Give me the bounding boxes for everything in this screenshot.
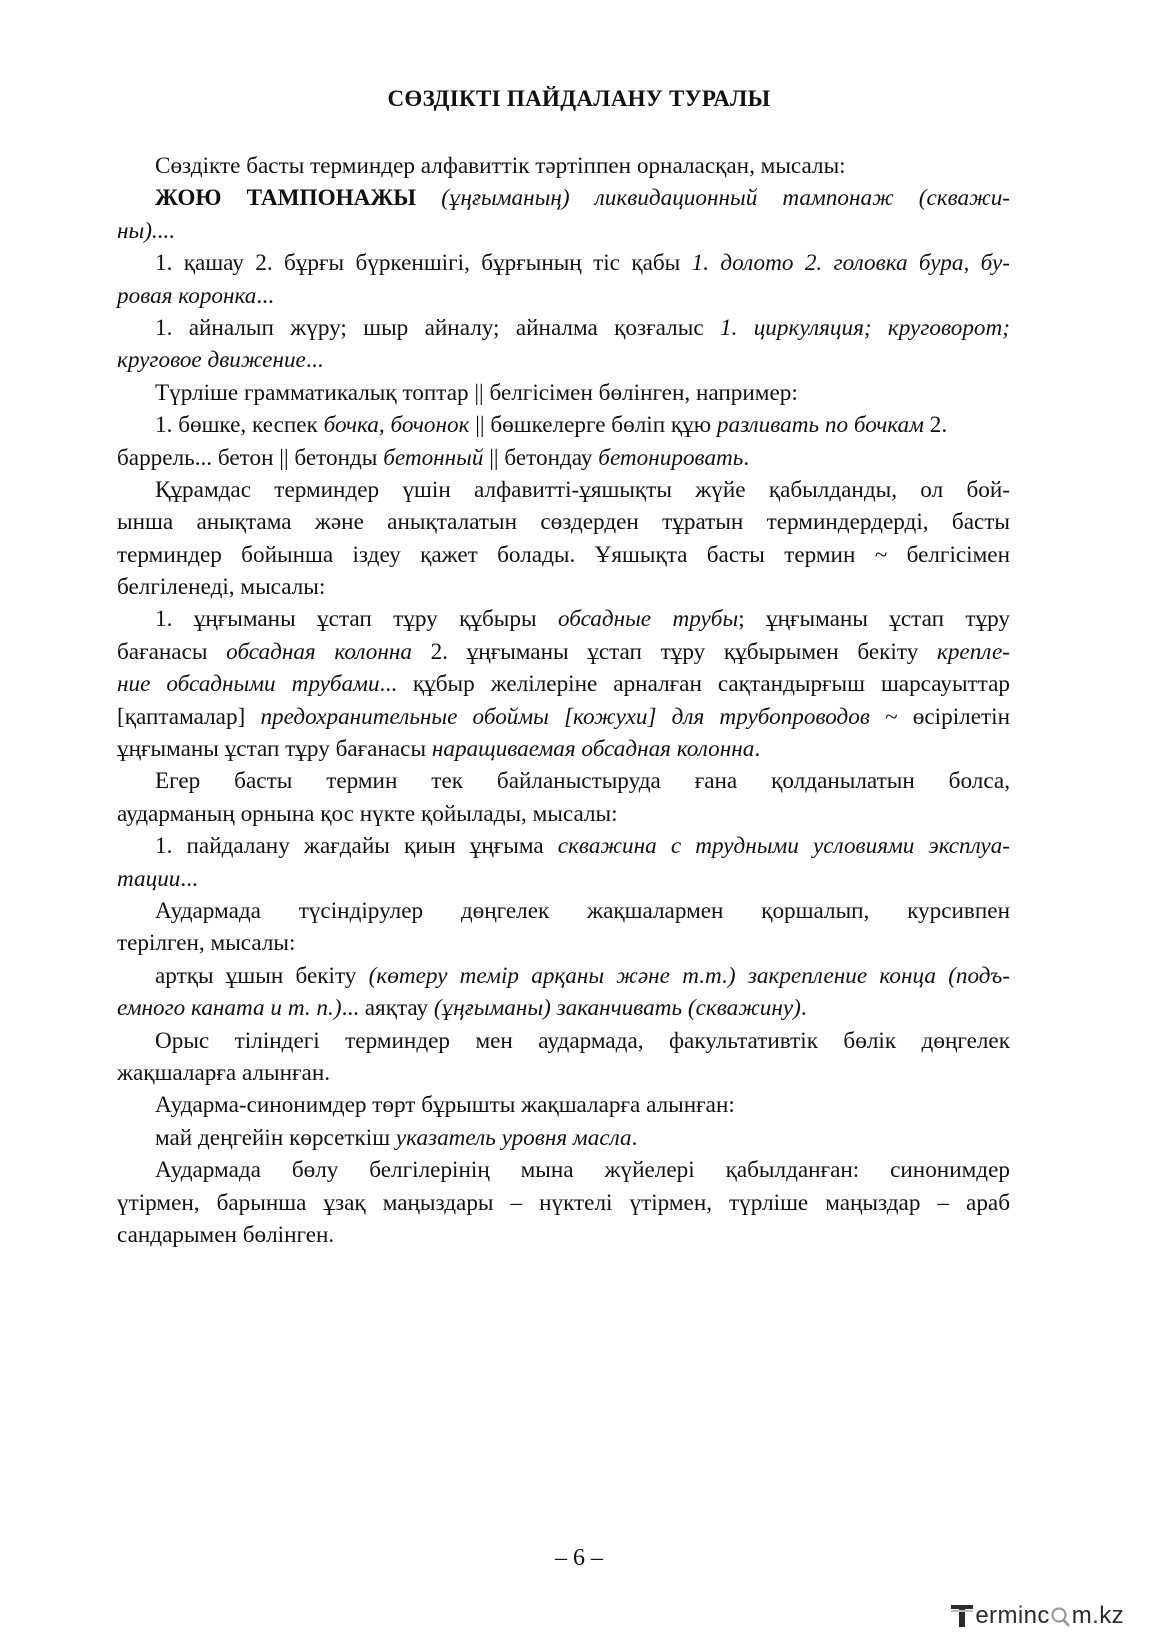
text-segment: белгіленеді, мысалы:: [117, 574, 326, 601]
italic-text: обсадные трубы: [557, 606, 739, 633]
text-segment: Құрамдас терминдер үшін алфавитті-ұяшықты жүйе қабылданды, ол бой-: [155, 476, 1010, 503]
text-line: [117, 927, 1010, 959]
text-segment: .: [800, 995, 807, 1022]
text-segment: || бөшкелерге бөліп құю: [469, 412, 717, 439]
text-line: [117, 215, 1010, 247]
text-segment: || бетондау: [483, 444, 599, 471]
italic-text: наращиваемая обсадная колонна: [431, 736, 755, 763]
text-segment: үтірмен, барынша ұзақ маңыздары – нүктелі үтірмен, түрліше маңыздар – араб: [117, 1189, 1010, 1216]
text-line: [117, 312, 1010, 344]
text-line: [117, 765, 1010, 797]
text-segment: Аудармада бөлу белгілерінің мына жүйелері қабылданған: синонимдер: [155, 1157, 1010, 1184]
text-segment: жақшаларға алынған.: [117, 1059, 331, 1086]
text-line: [117, 798, 1010, 830]
text-line: [117, 571, 1010, 603]
text-line: [117, 701, 1010, 733]
italic-text: обсадная колонна: [226, 638, 412, 665]
page-title: СӨЗДІКТІ ПАЙДАЛАНУ ТУРАЛЫ: [387, 86, 771, 111]
text-line: [117, 409, 1010, 441]
text-line: [117, 895, 1010, 927]
italic-text: крепле-: [936, 638, 1010, 665]
text-line: [117, 442, 1010, 474]
text-segment: 1. айналып жүру; шыр айналу; айналма қозғалыс: [155, 314, 720, 341]
text-segment: артқы ұшын бекіту: [155, 962, 369, 989]
italic-text: скважина с трудными условиями эксплуа-: [557, 833, 1010, 860]
text-segment: терминдер бойынша іздеу қажет болады. Ұяшықта басты термин ~ белгісімен: [117, 541, 1010, 568]
text-segment: .: [754, 736, 761, 763]
italic-text: емного каната и т. п.): [117, 995, 342, 1022]
text-segment: 1. бөшке, кеспек: [155, 412, 324, 439]
text-segment: аударманың орнына қос нүкте қойылады, мысалы:: [117, 800, 618, 827]
text-segment: Орыс тіліндегі терминдер мен аудармада, факультативтік бөлік дөңгелек: [155, 1027, 1010, 1054]
text-segment: ...: [305, 347, 324, 374]
text-segment: терілген, мысалы:: [117, 930, 296, 957]
text-line: [117, 280, 1010, 312]
italic-text: указатель уровня масла: [395, 1124, 632, 1151]
italic-text: ние обсадными трубами: [117, 671, 380, 698]
text-line: [117, 603, 1010, 635]
text-line: [117, 863, 1010, 895]
text-line: [117, 1154, 1010, 1186]
watermark-text-b: m.kz: [1071, 1602, 1124, 1629]
text-segment: 1. ұңғыманы ұстап тұру құбыры: [155, 606, 558, 633]
text-line: [117, 150, 1010, 182]
text-segment: бағанасы: [117, 638, 227, 665]
italic-text: бочка, бочонок: [323, 412, 470, 439]
italic-text: бетонировать: [598, 444, 744, 471]
text-line: [117, 1219, 1010, 1251]
text-segment: ~ өсірілетін: [869, 703, 1010, 730]
italic-text: ровая коронка: [117, 282, 257, 309]
italic-text: (көтеру темір арқаны және т.т.) закрепление конца (подъ-: [368, 962, 1010, 989]
watermark-text-a: ermin: [975, 1602, 1038, 1629]
text-line: [117, 247, 1010, 279]
text-segment: 2. ұңғыманы ұстап тұру құбырымен бекіту: [411, 638, 937, 665]
text-segment: ынша анықтама және анықталатын сөздерден тұратын терминдердерді, басты: [117, 509, 1010, 536]
text-segment: .: [743, 444, 750, 471]
text-line: [117, 1057, 1010, 1089]
italic-text: круговое движение: [117, 347, 306, 374]
text-line: [117, 377, 1010, 409]
italic-text: (ұңғыманың) ликвидационный тампонаж (скважи-: [441, 185, 1011, 212]
text-line: [117, 182, 1010, 214]
text-line: [117, 1025, 1010, 1057]
t-logo-icon: [951, 1604, 973, 1628]
text-segment: май деңгейін көрсеткіш: [155, 1124, 396, 1151]
document-body: [117, 150, 1010, 1251]
text-segment: Түрліше грамматикалық топтар || белгісімен бөлінген, например:: [155, 379, 798, 406]
italic-text: бетонный: [383, 444, 484, 471]
italic-text: ны)....: [117, 217, 176, 244]
text-segment: Аудармада түсіндірулер дөңгелек жақшалармен қоршалып, курсивпен: [155, 897, 1010, 924]
text-segment: 2.: [923, 412, 948, 439]
text-segment: сандарымен бөлінген.: [117, 1221, 335, 1248]
text-segment: баррель... бетон || бетонды: [117, 444, 384, 471]
text-segment: ...: [180, 865, 198, 892]
text-line: [117, 636, 1010, 668]
text-segment: ... құбыр желілеріне арналған сақтандырғыш шарсауыттар: [379, 671, 1010, 698]
text-line: [117, 668, 1010, 700]
text-segment: Аударма-синонимдер төрт бұрышты жақшаларға алынған:: [155, 1092, 735, 1119]
text-segment: Егер басты термин тек байланыстыруда ғана қолданылатын болса,: [155, 768, 1010, 795]
text-segment: .: [631, 1124, 638, 1151]
text-line: [117, 539, 1010, 571]
text-line: [117, 1187, 1010, 1219]
text-line: [117, 344, 1010, 376]
text-segment: ұңғыманы ұстап тұру бағанасы: [117, 736, 432, 763]
italic-text: 1. долото 2. головка бура, бу-: [691, 250, 1010, 277]
text-line: [117, 960, 1010, 992]
text-segment: [қаптамалар]: [117, 703, 261, 730]
text-segment: Сөздікте басты терминдер алфавиттік тәртіппен орналасқан, мысалы:: [155, 153, 846, 179]
text-line: [117, 733, 1010, 765]
italic-text: предохранительные обоймы [кожухи] для трубопроводов: [260, 703, 870, 730]
text-line: [117, 1089, 1010, 1121]
text-segment: ; ұңғыманы ұстап тұру: [738, 606, 1010, 633]
text-segment: 1. пайдалану жағдайы қиын ұңғыма: [155, 833, 558, 860]
text-segment: 1. қашау 2. бұрғы бүркеншігі, бұрғының тіс қабы: [155, 250, 692, 277]
text-line: [117, 506, 1010, 538]
italic-text: тации: [117, 865, 181, 892]
text-line: [117, 992, 1010, 1024]
page-number: – 6 –: [555, 1545, 603, 1571]
bold-term: ЖОЮ ТАМПОНАЖЫ: [155, 185, 442, 212]
magnifier-icon: [1050, 1605, 1070, 1627]
text-segment: ...: [256, 282, 274, 309]
text-segment: ... аяқтау: [341, 995, 434, 1022]
watermark-logo: ermin c m.kz: [951, 1602, 1124, 1630]
text-line: [117, 1122, 1010, 1154]
italic-text: 1. циркуляция; круговорот;: [719, 314, 1010, 341]
text-line: [117, 830, 1010, 862]
italic-text: разливать по бочкам: [716, 412, 924, 439]
text-line: [117, 474, 1010, 506]
italic-text: (ұңғыманы) заканчивать (скважину): [433, 995, 801, 1022]
